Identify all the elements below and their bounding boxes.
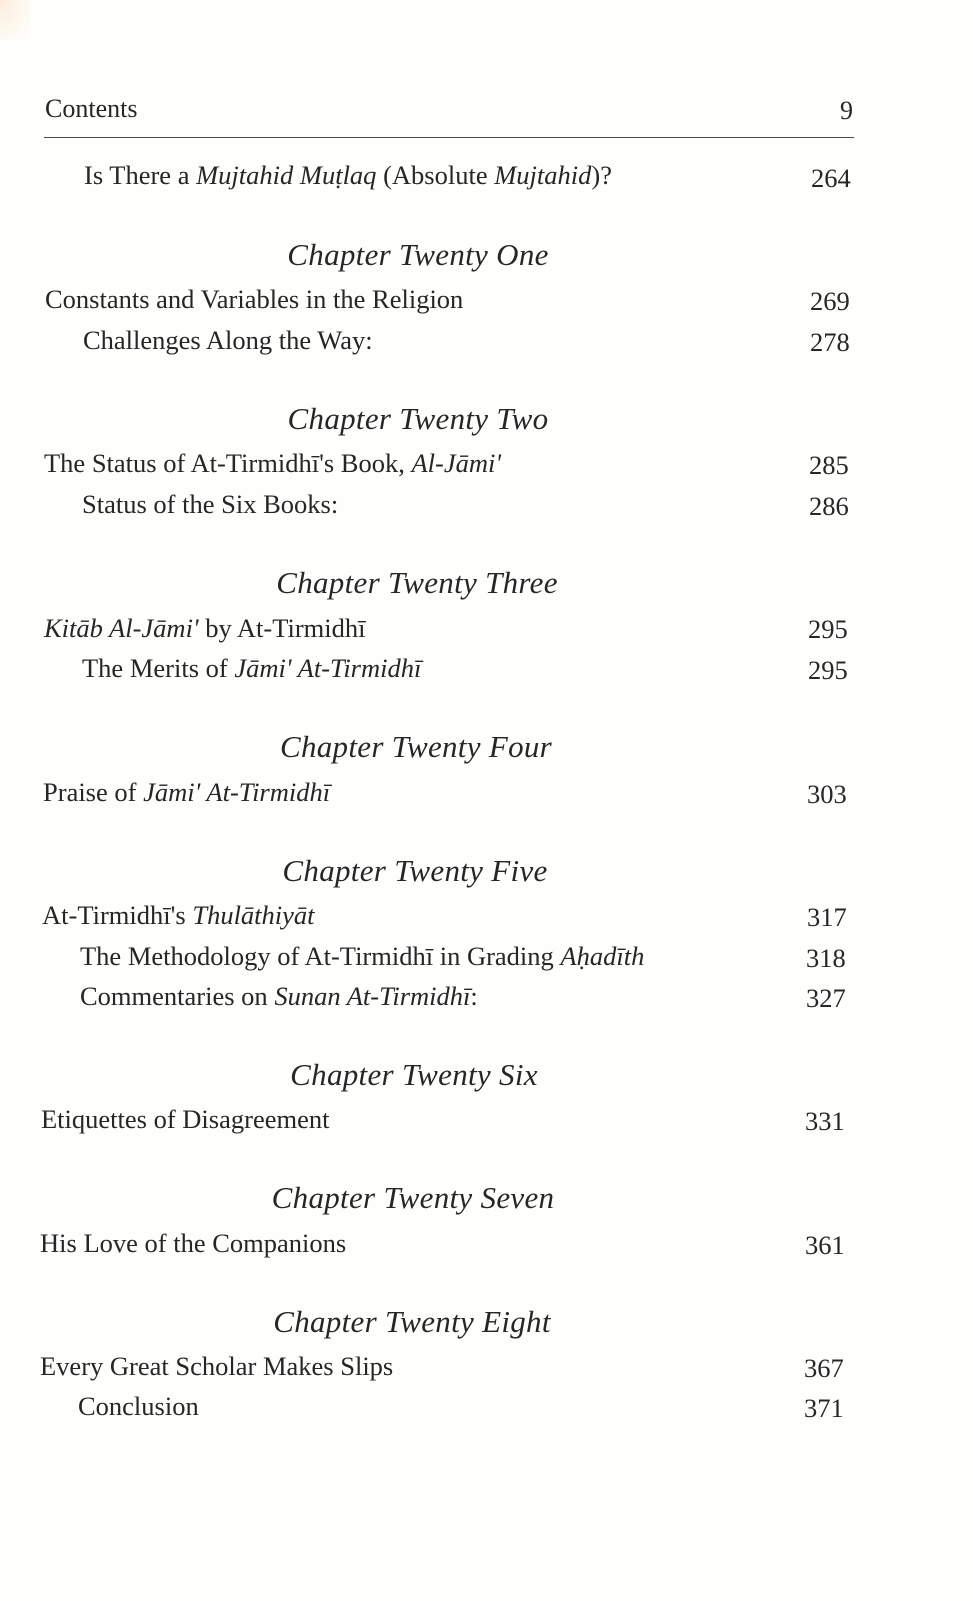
toc-page-number: 318 [806,943,846,973]
chapter-heading: Chapter Twenty Seven [271,1180,555,1215]
entry-text: : [470,981,478,1011]
entry-text-italic: Jāmi' At-Tirmidhī [143,777,331,807]
entry-text-italic: Sunan At-Tirmidhī [274,981,471,1011]
chapter-heading: Chapter Twenty Five [282,853,548,888]
toc-entry-subsection[interactable] [80,981,478,1012]
entry-text: Commentaries on [80,981,275,1011]
toc-page-number: 371 [804,1393,844,1423]
chapter-heading: Chapter Twenty Six [290,1057,538,1092]
toc-entry-section[interactable] [40,1228,346,1259]
chapter-heading: Chapter Twenty Four [279,729,553,764]
entry-text: Etiquettes of Disagreement [41,1104,330,1134]
toc-page-number: 317 [807,902,847,932]
entry-text: Status of the Six Books: [82,489,339,519]
toc-entry-section[interactable] [41,1104,329,1135]
page-corner-stain [0,0,30,40]
entry-text-italic: Jāmi' At-Tirmidhī [234,653,422,683]
toc-entry-subsection[interactable] [80,941,644,972]
entry-text-italic: Kitāb Al-Jāmi' [44,613,199,643]
toc-page-number: 286 [809,491,849,521]
entry-text-italic: Al-Jāmi' [411,448,502,478]
page-number: 9 [840,96,853,125]
toc-entry-section[interactable] [42,900,315,931]
toc-page-number: 331 [805,1106,845,1136]
toc-page-number: 278 [810,327,850,357]
toc-page-number: 327 [806,983,846,1013]
toc-page-number: 295 [808,655,848,685]
entry-text: by At-Tirmidhī [198,613,366,643]
toc-entry-subsection[interactable] [84,160,612,191]
entry-text: Challenges Along the Way: [83,325,373,355]
entry-text: The Status of At-Tirmidhī's Book, [44,448,412,478]
toc-entry-section[interactable] [43,777,330,808]
entry-text: Constants and Variables in the Religion [45,284,464,314]
toc-entry-subsection[interactable] [78,1391,199,1422]
toc-page-number: 264 [811,163,851,193]
entry-text: Is There a [84,160,197,190]
entry-text: At-Tirmidhī's [42,900,193,930]
entry-text: Every Great Scholar Makes Slips [40,1351,394,1381]
entry-text-italic: Mujtahid Muṭlaq [196,160,377,190]
entry-text-italic: Aḥadīth [560,941,645,971]
chapter-heading: Chapter Twenty Eight [273,1304,551,1339]
header-rule [44,137,854,138]
toc-entry-subsection[interactable] [82,489,338,520]
entry-text-italic: Mujtahid [494,160,592,190]
toc-entry-section[interactable] [45,284,463,315]
toc-page-number: 285 [809,450,849,480]
entry-text-italic: Thulāthiyāt [192,900,315,930]
chapter-heading: Chapter Twenty One [287,237,549,272]
entry-text: )? [591,160,612,190]
toc-entry-section[interactable] [40,1351,393,1382]
entry-text: Conclusion [78,1391,199,1421]
toc-page-number: 269 [810,286,850,316]
entry-text: Praise of [43,777,144,807]
entry-text: The Merits of [82,653,235,683]
chapter-heading: Chapter Twenty Three [276,565,558,600]
toc-page-number: 303 [807,779,847,809]
chapter-heading: Chapter Twenty Two [287,401,549,436]
entry-text: (Absolute [376,160,495,190]
toc-page-number: 367 [804,1353,844,1383]
toc-entry-subsection[interactable] [83,325,373,356]
toc-page-number: 295 [808,614,848,644]
entry-text: His Love of the Companions [40,1228,347,1258]
entry-text: The Methodology of At-Tirmidhī in Grading [80,941,561,971]
running-head [45,94,855,134]
toc-entry-subsection[interactable] [82,653,421,684]
toc-entry-section[interactable] [44,613,366,644]
toc-entry-section[interactable] [44,448,501,479]
toc-page-number: 361 [805,1230,845,1260]
running-head-title: Contents [45,94,138,123]
